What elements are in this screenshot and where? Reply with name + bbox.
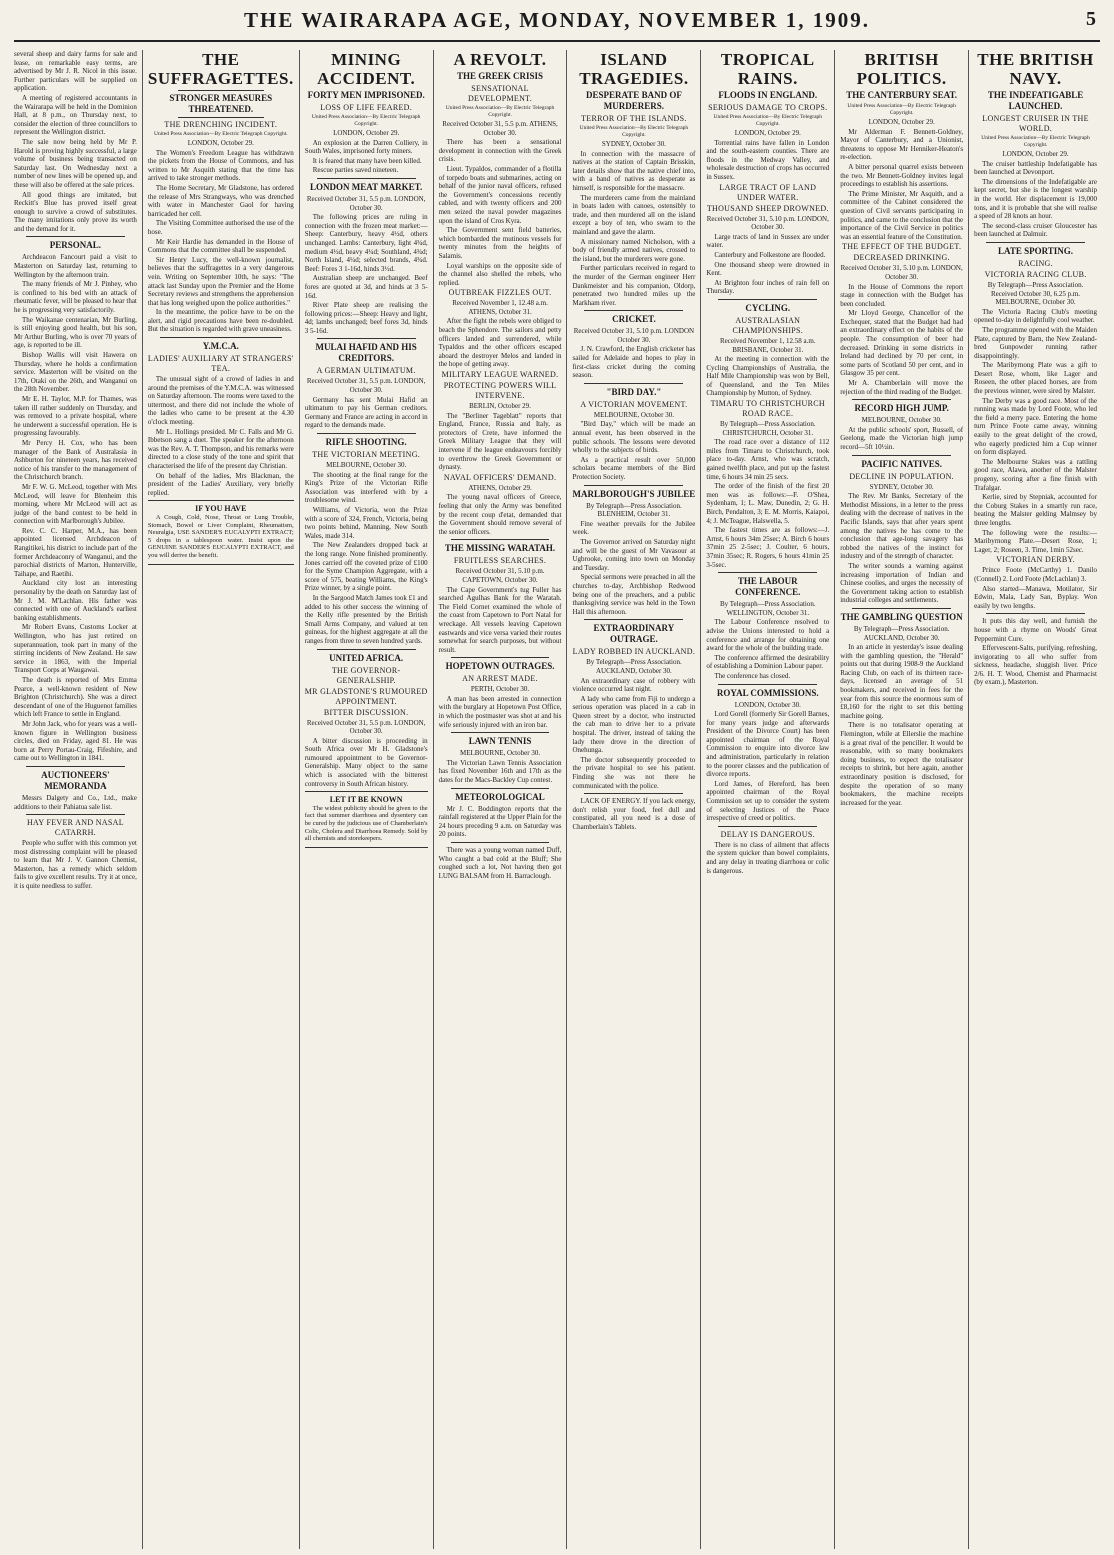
subheading: LARGE TRACT OF LAND UNDER WATER.: [719, 182, 817, 202]
article-text: Mr F. W. G. McLeod, together with Mrs McLeod, will leave for Blenheim this morning, where Mr McLeod will act as judge of the band contest to be held in connection with Marlborough's Jubilee.: [14, 482, 137, 526]
article-text: The conference affirmed the desirability of establishing a Dominion Labour paper.: [706, 653, 830, 671]
divider: [451, 788, 550, 789]
section-heading: LATE SPORTING.: [998, 245, 1074, 256]
article-text: Loyal warships on the opposite side of the channel also shelled the rebels, who replied.: [438, 261, 562, 287]
subheading: SENSATIONAL DEVELOPMENT.: [467, 84, 533, 103]
divider: [26, 766, 125, 767]
subheading: AUSTRALASIAN CHAMPIONSHIPS.: [732, 315, 804, 335]
article-text: The many friends of Mr J. Pinhey, who is confined to his bed with an attack of rheumatic fever, will be pleased to hear that he is progressing very satisfactorily.: [14, 280, 137, 315]
subheading: MILITARY LEAGUE WARNED.: [441, 370, 559, 380]
subheading: RACING.: [1018, 258, 1053, 268]
section-heading: RECORD HIGH JUMP.: [854, 403, 949, 414]
article-text: A man has been arrested in connection with the burglary at Hopetown Post Office, in which the postmaster was shot at and his wife seriously injured with an iron bar.: [438, 694, 562, 729]
section-heading: THE LABOUR CONFERENCE.: [735, 576, 801, 598]
subheading: A GERMAN ULTIMATUM.: [316, 366, 416, 376]
divider: [26, 236, 125, 237]
wire-credit: United Press Association—By Electric Telegraph Copyright.: [445, 105, 555, 118]
dateline: LONDON, October 29.: [1002, 150, 1069, 158]
subheading: LADY ROBBED IN AUCKLAND.: [572, 647, 696, 657]
article-text: It is feared that many have been killed.: [312, 156, 422, 165]
article-text: A missionary named Nicholson, with a body of friendly armed natives, crossed to the island, but the murderers were gone.: [572, 237, 696, 263]
article-text: Mr John Jack, who for years was a well-known figure in Wellington business circles, died on Friday, aged 81. He was born at Perry Portau-Craig, Fifeshire, and came out to Wellington in 1841.: [14, 719, 137, 763]
article-text: Rev. C. C. Harper, M.A., has been appointed licensed Archdeacon of Rangitikei, his district to include part of the former Archdeaconry of Wanganui, and the parochial districts of Marton, Hunterville, Taihape, and Raetihi.: [14, 526, 137, 578]
article-text: Messrs Dalgety and Co., Ltd., make additions to their Pahiatua sale list.: [14, 793, 137, 811]
subheading: DECREASED DRINKING.: [853, 253, 950, 263]
article-text: Mr Alderman F. Bennett-Goldney, Mayor of Canterbury, and a Unionist, threatens to oppose Mr Henniker-Heaton's re-election.: [840, 127, 964, 162]
advert-text: LACK OF ENERGY. If you lack energy, don't relish your food, feel dull and constipated, all you need is a dose of Chamberlain's Tablets.: [572, 797, 696, 831]
column-1: [14, 50, 142, 1549]
dateline: SYDNEY, October 30.: [869, 482, 934, 491]
article-text: There has been a sensational development in connection with the Greek crisis.: [438, 138, 562, 164]
columns: [14, 50, 1102, 1549]
subheading: PROTECTING POWERS WILL INTERVENE.: [443, 381, 557, 401]
article-text: The Melbourne Stakes was a rattling good race, Alawa, another of the Malster progeny, scoring after a fine finish with Trafalgar.: [974, 457, 1097, 492]
divider: [584, 310, 683, 311]
article-text: The dimensions of the Indefatigable are kept secret, but she is the longest warship in the world. Her displacement is 19,000 tons, and it is probable that she will realise a speed of 28 knots an hour.: [974, 177, 1097, 221]
column-8: [968, 50, 1102, 1549]
section-heading: PACIFIC NATIVES.: [861, 458, 942, 469]
column-3: [299, 50, 433, 1549]
divider: [718, 572, 817, 573]
dateline: By Telegraph—Press Association. AUCKLAND, October 30.: [586, 658, 682, 675]
dateline: By Telegraph—Press Association. CHRISTCHURCH, October 31.: [719, 420, 816, 437]
subheading: THE EFFECT OF THE BUDGET.: [842, 242, 962, 252]
article-text: Mr J. C. Boddington reports that the rainfall registered at the Upper Plain for the 24 hours preceding 9 a.m. on Saturday was 20 points.: [438, 804, 562, 839]
dateline: MELBOURNE, October 30.: [593, 410, 674, 419]
advertisement: [305, 791, 428, 848]
divider: [451, 539, 550, 540]
column-6: [700, 50, 834, 1549]
dateline: Received October 31, 5.5 p.m. LONDON, October 30.: [306, 718, 426, 736]
article-text: In the Sargood Match James took £1 and added to his other success the winning of the Kelly rifle presented by the British Small Arms Company, and valued at ten guineas, for the highest aggregate at all the ranges from three to seven hundred yards.: [304, 593, 428, 645]
article-text: "Bird Day," which will be made an annual event, has been observed in the public schools. The lessons were devoted wholly to the subjects of birds.: [572, 420, 696, 455]
dateline: Received October 31, 5.5 p.m. LONDON, October 30.: [306, 377, 426, 395]
article-text: Special sermons were preached in all the churches to-day, Archbishop Redwood being one of the preachers, and a public thanksgiving service was held in the Town Hall this afternoon.: [572, 573, 696, 616]
article-text: Australian sheep are unchanged. Beef fores are quoted at 3d, and hinds at 3 5-16d.: [304, 274, 428, 300]
article-text: Mr E. H. Taylor, M.P. for Thames, was taken ill rather suddenly on Thursday, and was removed to a private hospital, where he underwent a successful operation. He is progressing favourably.: [14, 394, 137, 438]
article-text: River Plate sheep are realising the following prices:—Sheep: Heavy and light, 4d; lambs unchanged; beef fores 3d, hinds 3 5-16d.: [304, 301, 428, 335]
article-text: The order of the finish of the first 20 men was as follows:—F. O'Shea, Sydenham, 1; L. Maw, Dunedin, 2; G. H. Birch, Pendalton, 3; E. M. Morris, Kaiapoi, 4; J. McTeague, Halswella, 5.: [706, 482, 830, 525]
subheading: THE GOVERNOR-GENERALSHIP.: [331, 665, 401, 685]
article-text: Auckland city lost an interesting personality by the death on Saturday last of Mr J. M. M'Lachlan. His father was connected with one of Auckland's earliest banking establishments.: [14, 579, 137, 622]
section-heading: HOPETOWN OUTRAGES.: [445, 661, 555, 672]
subheading: VICTORIA RACING CLUB.: [984, 269, 1087, 279]
article-text: In connection with the massacre of natives at the station of Captain Brisskin, later details show that the native chief into, with a band of natives as desperate as himself, is responsible for the massacre.: [572, 149, 696, 192]
subheading: MR GLADSTONE'S RUMOURED APPOINTMENT.: [304, 686, 428, 706]
column-5: [566, 50, 700, 1549]
article-text: A bitter discussion is proceeding in South Africa over Mr H. Gladstone's rumoured appointment to be Governor-Generalship. Many object to the same which is associated with the bitterest controversy in South African history.: [304, 736, 428, 788]
divider: [178, 90, 264, 91]
article-text: Lord Gorell (formerly Sir Gorell Barnes, for many years judge and afterwards President of the Divorce Court) has been appointed chairman of the Royal Commission to enquire into divorce law and administration, particularly in relation to the poorer classes and the publication of divorce reports.: [706, 710, 830, 779]
article-text: Mr Robert Evans, Customs Locker at Wellington, who has just retired on superannuation, took part in many of the stirring incidents of New Zealand. He saw service in 1863, with the Imperial Transport Corps at Waugawai.: [14, 623, 137, 675]
dateline: SYDNEY, October 30.: [601, 140, 666, 148]
article-text: The New Zealanders dropped back at the long range. None finished prominently. Jones carried off the coveted prize of £100 for the Syme Champion Aggregate, with a score of 575, beating Williams, the King's Prize winner, by a single point.: [304, 541, 428, 593]
dateline: Received October 31, 5.10 p.m. LONDON October 30.: [573, 327, 695, 344]
article-text: The programme opened with the Maiden Plate, captured by Barn, the New Zealand-bred Gunpowder running rather disappointingly.: [974, 325, 1097, 360]
article-text: The conference has closed.: [714, 671, 791, 680]
article-text: An explosion at the Darren Colliery, in South Wales, imprisoned forty miners.: [304, 138, 428, 156]
divider: [584, 485, 683, 486]
article-text: The Governor arrived on Saturday night and will be the guest of Mr Vavasour at Ugbrooke, coming into town on Monday and Tuesday.: [572, 537, 696, 572]
dateline: By Telegraph—Press Association. AUCKLAND, October 30.: [853, 624, 950, 642]
article-text: The doctor subsequently proceeded to the private hospital to see his patient. Finding she was not there he communicated with the police.: [572, 755, 696, 790]
advert-text: Effervescent-Salts, purifying, refreshing, invigorating to all who suffer from sickness, headache, sluggish liver. Price 2/6. H. T. Wood, Chemist and Pharmacist (by exam.), Masterton.: [974, 644, 1097, 687]
article-text: The fastest times are as follows:—J. Arnst, 6 hours 34m 25sec; A. Birch 6 hours 37min 25 2-5sec; J. Coulter, 6 hours, 37min 35sec; R. Rogers, 6 hours 41min 25 3-5sec.: [706, 526, 830, 569]
article-text: Canterbury and Folkestone are flooded.: [714, 250, 826, 259]
article-text: Mr Keir Hardie has demanded in the House of Commons that the committee shall be suspended.: [147, 237, 294, 255]
article-text: The following were the results:—Maribyrnong Plate.—Desert Rose, 1; Lager, 2; Roseen, 3. Time, 1min 52sec.: [974, 528, 1097, 554]
headline: ISLAND TRAGEDIES.: [579, 50, 689, 88]
dateline: LONDON, October 29.: [734, 129, 801, 137]
section-heading: AUCTIONEERS' MEMORANDA: [41, 769, 110, 791]
dateline: Received October 31, 5.10 p.m. CAPETOWN, October 30.: [455, 567, 545, 584]
section-heading: MARLBOROUGH'S JUBILEE: [572, 488, 696, 499]
subheading: BITTER DISCUSSION.: [323, 707, 409, 717]
divider: [584, 619, 683, 620]
article-text: The shooting at the final range for the King's Prize of the Victorian Rifle Association was interfered with by a troublesome wind.: [304, 470, 428, 505]
subheading: THE DRENCHING INCIDENT.: [164, 120, 278, 129]
article-text: Further particulars received in regard to the murder of the German engineer Herr Dankmeister and his companion, Oldorp, penetrated two hundred miles up the Markham river.: [572, 264, 696, 307]
subheading: A VICTORIAN MOVEMENT.: [580, 399, 688, 409]
divider: [986, 613, 1085, 614]
dateline: MELBOURNE, October 30.: [459, 749, 541, 758]
column-4: [433, 50, 567, 1549]
article-text: Bishop Wallis will visit Hawera on Thursday, where he holds a confirmation service. Masterton will be visited on the 17th, Otaki on the 26th, and Wanganui on the 28th November.: [14, 351, 137, 394]
article-text: In the meantime, the police have to be on the alert, and rigid precautions have been re-doubled. But the situation is regarded with grave uneasiness.: [147, 308, 294, 334]
advert-text: There is no class of ailment that affects the system quicker than bowel complaints, and any delay in treating diarrhoea or colic is dangerous.: [706, 840, 830, 875]
advert-heading: DELAY IS DANGEROUS.: [720, 829, 815, 839]
article-text: The Victorian Lawn Tennis Association has fixed November 16th and 17th as the dates for the Macs-Backley Cup contest.: [438, 758, 562, 785]
divider: [317, 178, 416, 179]
subheading: DESPERATE BAND OF MURDERERS.: [585, 90, 682, 111]
article-text: The writer sounds a warning against increasing importation of Indian and Chinese coolies, and urges the necessity of the Government taking action to establish industrial colleges and settlements.: [840, 561, 964, 605]
article-text: The Rev. Mr Banks, Secretary of the Methodist Missions, in a letter to the press dealing with the decrease of natives in the Pacific Islands, says that after years spent among the natives he has come to the conclusion that age-long savagery has robbed the natives of the instinct for industry and of the strength of character.: [840, 492, 964, 561]
headline: MINING ACCIDENT.: [317, 50, 416, 88]
wire-credit: United Press Association—By Electric Telegraph Copyright.: [981, 135, 1090, 148]
dateline: By Telegraph—Press Association. Received October 30, 6.25 p.m. MELBOURNE, October 30.: [987, 280, 1084, 307]
dateline: LONDON, October 30.: [734, 700, 801, 709]
article-text: Kerlie, sired by Stepniak, accounted for the Coburg Stakes in a smartly run race, beating the Malster gelding Malmsey by three lengths.: [974, 493, 1097, 527]
divider: [160, 337, 282, 338]
subheading: STRONGER MEASURES THREATENED.: [169, 93, 273, 114]
article-text: The death is reported of Mrs Emma Pearce, a well-known resident of New Brighton (Christchurch). She was a direct descendant of one of the Huguenot families which left France to settle in England.: [14, 675, 137, 719]
wire-credit: United Press Association—By Electric Telegraph Copyright.: [847, 103, 956, 116]
dateline: Received November 1, 12.48 a.m. ATHENS, October 31.: [452, 299, 548, 316]
section-heading: PERSONAL.: [49, 240, 102, 251]
article-text: The Government sent field batteries, which bombarded the mutinous vessels for twenty minutes from the heights of Salamis.: [438, 226, 562, 260]
article-text: At Brighton four inches of rain fell on Thursday.: [706, 278, 830, 296]
article-text: The "Berliner Tageblatt" reports that England, France, Russia and Italy, as protectors of Crete, have informed the Greek Military League that they will intervene if the league endeavours forcibly to overthrow the Greek Government or dynasty.: [438, 411, 562, 472]
article-text: The cruiser battleship Indefatigable has been launched at Devonport.: [974, 159, 1097, 177]
dateline: By Telegraph—Press Association. BLENHEIM, October 31.: [586, 501, 682, 519]
divider: [986, 242, 1085, 243]
subheading: DECLINE IN POPULATION.: [849, 471, 954, 481]
article-text: Williams, of Victoria, won the Prize with a score of 324, French, Victoria, being two points behind, Manning, New South Wales, made 314.: [304, 506, 428, 540]
section-heading: EXTRAORDINARY OUTRAGE.: [593, 623, 675, 645]
subheading: VICTORIAN DERBY.: [996, 555, 1075, 565]
article-text: Archdeacon Fancourt paid a visit to Masterton on Saturday last, returning to Wellington by the afternoon train.: [14, 253, 137, 279]
subheading: FORTY MEN IMPRISONED.: [307, 90, 425, 100]
section-heading: "BIRD DAY.": [606, 386, 662, 397]
wire-credit: United Press Association—By Electric Telegraph Copyright.: [311, 114, 421, 127]
divider: [178, 117, 264, 118]
article-text: The Labour Conference resolved to advise the Unions interested to hold a conference and arrange for obtaining one award for the whole of the building trade.: [706, 618, 830, 653]
section-heading: LAWN TENNIS: [468, 736, 532, 747]
article-text: All good things are imitated, but Reckitt's Blue has proved itself great enough to survive a crowd of substitutes. The many imitations only prove its worth and the demand for it.: [14, 190, 137, 233]
divider: [451, 732, 550, 733]
divider: [718, 684, 817, 685]
dateline: LONDON, October 29.: [333, 129, 400, 137]
column-2: [142, 50, 299, 1549]
article-text: Also started—Manawa, Motilator, Sir Edwin, Mala, Lady San, Byplay. Won easily by two lengths.: [974, 584, 1097, 610]
advert-text: People who suffer with this common yet most distressing complaint will be pleased to learn that Mr J. V. Gannon Chemist, Masterton, has a remedy which seldom fails to give excellent results. Try it at once, it is quite needless to suffer.: [14, 839, 137, 891]
article-text: Mr Percy H. Cox, who has been manager of the Bank of Australasia in Ashburton for nineteen years, has received notice of his transfer to the management of the Christchurch branch.: [14, 438, 137, 482]
advert-text: It puts this day well, and furnish the house with a rhyme on Woods' Great Peppermint Cure.: [974, 617, 1097, 643]
headline: A REVOLT.: [453, 50, 547, 69]
divider: [451, 842, 550, 843]
article-text: Rescue parties saved nineteen.: [312, 166, 399, 175]
article-text: The murderers came from the mainland in boats laden with canoes, ostensibly to trade, and then murdered all on the island except a boy of ten, who swam to the mainland and gave the alarm.: [572, 193, 696, 236]
article-text: Torrential rains have fallen in London and the south-eastern counties. There are floods in the Medway Valley, and wholesale destruction of crops has occurred in Sussex.: [706, 138, 830, 181]
divider: [451, 657, 550, 658]
subheading: LADIES' AUXILIARY AT STRANGERS' TEA.: [147, 354, 294, 374]
article-text: The Waikanae centenarian, Mr Burling, is still enjoying good health, but his son, Mr Arthur Burling, who is over 70 years of age, is reported to be ill.: [14, 315, 137, 350]
article-text: As a practical result over 50,000 scholars became members of the Bird Protection Society.: [572, 455, 696, 481]
article-text: Mr Lloyd George, Chancellor of the Exchequer, stated that the Budget had had an extraordinary effect on the habits of the people. The consumption of beer had decreased. Drinking in some districts in Ireland had declined by 70 per cent, in some parts of Scotland 50 per cent, and in Glasgow 35 per cent.: [840, 309, 964, 378]
article-text: A meeting of registered accountants in the Wairarapa will be held in the Dominion Hall, at 8 p.m., on Thursday next, to consider the election of three councillors to represent the Wellington district.: [14, 93, 137, 137]
divider: [584, 793, 683, 794]
dateline: BERLIN, October 29.: [469, 402, 531, 411]
divider: [26, 814, 125, 815]
dateline: ATHENS, October 29.: [468, 483, 532, 492]
dateline: LONDON, October 29.: [187, 139, 254, 147]
subheading: THOUSAND SHEEP DROWNED.: [706, 203, 829, 213]
subheading: SERIOUS DAMAGE TO CROPS.: [708, 103, 828, 112]
article-text: Mr A. Chamberlain will move the rejection of the third reading of the Budget.: [840, 379, 964, 396]
subheading: AN ARREST MADE.: [462, 674, 538, 684]
dateline: Received October 31, 5.5 p.m. LONDON, October 30.: [306, 194, 426, 212]
masthead: [14, 0, 1100, 42]
section-heading: MULAI HAFID AND HIS CREDITORS.: [315, 342, 417, 364]
divider: [852, 455, 951, 456]
section-heading: RIFLE SHOOTING.: [325, 437, 407, 448]
dateline: Received October 31, 5.10 p.m. LONDON, October 30.: [706, 214, 829, 232]
article-text: A bitter personal quarrel exists between the two. Mr Bennett-Goldney invites legal proceedings to establish his assertions.: [840, 162, 964, 189]
dateline: Received November 1, 12.58 a.m. BRISBANE, October 31.: [719, 336, 816, 354]
dateline: MELBOURNE, October 30.: [326, 461, 407, 470]
wire-credit: United Press Association—By Electric Telegraph Copyright.: [713, 114, 823, 127]
advert-text: A Cough, Cold, Nose, Throat or Lung Trouble, Stomach, Bowel or Liver Complaint, Rheumatism, Neuralgia, USE SANDER'S EUCALYPTI EXTRACT; 5 drops in a tablespoon water. Insist upon the GENUINE SANDER'S EUCALYPTI EXTRACT, and you will derive the benefit.: [147, 513, 294, 559]
article-text: The Women's Freedom League has withdrawn the pickets from the House of Commons, and has written to Mr Asquith stating that the time has arrived to take stronger methods.: [147, 148, 294, 183]
article-text: The Visiting Committee authorised the use of the hose.: [147, 219, 294, 236]
section-heading: CYCLING.: [745, 302, 791, 313]
dateline: By Telegraph—Press Association. WELLINGTON, October 31.: [719, 600, 816, 617]
divider: [852, 608, 951, 609]
article-text: Lieut. Typaldos, commander of a flotilla of torpedo boats and submarines, acting on behalf of the junior naval officers, refused the Government's concessions recently cabled, and with twenty officers and 200 men seized the naval powder magazines upon the island of Cros Kyra.: [438, 164, 562, 225]
dateline: MELBOURNE, October 30.: [861, 416, 942, 425]
article-text: The Home Secretary, Mr Gladstone, has ordered the release of Mrs Strangways, who was drenched with water in Manchester Gaol for having barricaded her cell.: [147, 183, 294, 218]
dateline: LONDON, October 29.: [868, 118, 935, 126]
article-text: The sale now being held by Mr P. Harold is proving highly successful, a large volume of business being transacted on Saturday last. On Wednesday next a number of new lines will be opened up, and these will also be offered at the sale prices.: [14, 137, 137, 189]
article-text: Germany has sent Mulai Hafid an ultimatum to pay his German creditors. Germany and France are acting in accord in regard to the demands made.: [304, 395, 428, 430]
column-7: [834, 50, 968, 1549]
advertisement: [148, 500, 294, 564]
subheading: THE VICTORIAN MEETING.: [312, 450, 421, 460]
article-text: The Prime Minister, Mr Asquith, and a committee of the Cabinet considered the question of Civil servants participating in politics, and came to the conclusion that the importance of the Civil Service in politics was an essential feature of the Constitution.: [840, 189, 964, 241]
newspaper-title: THE WAIRARAPA AGE, MONDAY, NOVEMBER 1, 1909.: [244, 8, 870, 32]
article-text: The Derby was a good race. Most of the running was made by Lord Foote, who led the field a merry pace. Entering the home turn Prince Foote came away, winning easily to the great delight of the crowd, who eagerly predicted him a Cup winner on form displayed.: [974, 396, 1097, 457]
article-text: The Victoria Racing Club's meeting opened to-day in delightfully cool weather.: [974, 307, 1097, 325]
advert-title: IF YOU HAVE: [195, 504, 247, 514]
headline: THE BRITISH NAVY.: [977, 50, 1094, 88]
article-text: The following prices are ruling in connection with the frozen meat market:—Sheep: Canterbury, heavy 4½d, others unchanged. Lambs: Canterbury, light 4¾d, medium 4½d, heavy 4¼d; Southland, 4¾d; North Island, 4¼d; selected brands, 4¾d. Beef: Fores 3 1-16d, hinds 3½d.: [304, 213, 428, 273]
divider: [317, 433, 416, 434]
subheading: NAVAL OFFICERS' DEMAND.: [443, 472, 557, 482]
article-text: The young naval officers of Greece, feeling that only the Army was benefited by the recent coup d'etat, demanded that the Government should remove several of the senior officers.: [438, 493, 562, 536]
headline: TROPICAL RAINS.: [720, 50, 815, 88]
divider: [718, 826, 817, 827]
article-text: Mr L. Hollings presided. Mr C. Falls and Mr G. Ibbetson sang a duet. The speaker for the afternoon was the Rev. A. T. Thompson, and his remarks were directed to a close study of the tone and spirit that characterised the life of the present day Christian.: [147, 427, 294, 470]
article-text: The unusual sight of a crowd of ladies in and around the premises of the Y.M.C.A. was witnessed on Saturday afternoon. The rooms were taxed to the uttermost, and there did not include the whole of the ladies who came to be present at the 4.30 o'clock meeting.: [147, 375, 294, 427]
article-text: J. N. Crawford, the English cricketer has sailed for Adelaide and hopes to play in first-class cricket during the coming season.: [572, 345, 696, 380]
dateline: PERTH, October 30.: [470, 685, 530, 694]
article-text: At the meeting in connection with the Cycling Championships of Australia, the Half Mile Championship was won by Bell, of Queensland, and the Ten Miles Championship by Mutton, of Sydney.: [706, 355, 830, 398]
dateline: Received October 31, 5.10 p.m. LONDON, October 30.: [840, 264, 963, 281]
article-text: One thousand sheep were drowned in Kent.: [706, 260, 830, 278]
divider: [852, 399, 951, 400]
article-text: At the public schools' sport, Russell, of Geelong, made the Victorian high jump record—5ft 10½in.: [840, 425, 964, 451]
advert-text: There was a young woman named Duff, Who caught a bad cold at the Bluff; She coughed such a lot, Not having then got LUNG BALSAM from H. Barraclough.: [438, 846, 562, 880]
section-heading: ROYAL COMMISSIONS.: [716, 687, 819, 698]
wire-credit: United Press Association—By Electric Telegraph Copyright.: [579, 125, 689, 138]
article-text: Sir Henry Lucy, the well-known journalist, believes that the suffragettes in a very dangerous vein. Writing on September 10th, he says: "The attack last Sunday upon the Premier and the Home Secretary reviews and strengthens the apprehension that has long weighed upon the police authorities.": [147, 255, 294, 307]
article-text: several sheep and dairy farms for sale and lease, on remarkable easy terms, are advertised by Mr J. R. Nicol in this issue. Further particulars will be supplied on application.: [14, 50, 137, 93]
article-text: There is no totalisator operating at Flemington, while at Ellerslie the machine is a great rival of the penciller. It would be reasonable, with so many bookmakers doing business, to expect the totalisator receipts to shrink, but here again, another extraordinary position is disclosed, for despite the operation of so many bookmakers, the machine receipts increased for the year.: [840, 721, 964, 807]
article-text: The road race over a distance of 112 miles from Timaru to Christchurch, took place to-day. Arnst, who was scratch, gained twelfth place, and put up the fastest time, 6 hours 34 min 25 secs.: [706, 438, 830, 481]
article-text: In the House of Commons the report stage in connection with the Budget has been concluded.: [840, 282, 964, 308]
headline: THE SUFFRAGETTES.: [147, 50, 294, 88]
article-text: Prince Foote (McCarthy) 1. Danilo (Connell) 2. Lord Foote (McLachlan) 3.: [974, 566, 1097, 583]
divider: [317, 649, 416, 650]
wire-credit: United Press Association—By Electric Telegraph Copyright.: [153, 131, 288, 137]
dateline: Received October 31, 5.5 p.m. ATHENS, October 30.: [442, 120, 558, 137]
divider: [317, 338, 416, 339]
article-text: The second-class cruiser Gloucester has been launched at Dalmuir.: [974, 221, 1097, 239]
article-text: The Maribyrnong Plate was a gift to Desert Rose, whom, like Lager and Roseen, the other placed horses, are from the previous winner, were sired by Malster.: [974, 361, 1097, 396]
section-heading: UNITED AFRICA.: [329, 652, 404, 663]
article-text: An extraordinary case of robbery with violence occurred last night.: [572, 676, 696, 694]
subheading: LONGEST CRUISER IN THE WORLD.: [982, 114, 1089, 133]
article-text: Fine weather prevails for the Jubilee week.: [572, 519, 696, 537]
section-heading: THE MISSING WARATAH.: [444, 543, 556, 554]
divider: [584, 383, 683, 384]
divider: [718, 299, 817, 300]
headline: BRITISH POLITICS.: [856, 50, 947, 88]
advert-text: The widest publicity should be given to the fact that summer diarrhoea and dysentery can be cured by the judicious use of Chamberlain's Colic, Cholera and Diarrhoea Remedy. Sold by all chemists and storekeepers.: [304, 804, 428, 843]
article-text: In an article in yesterday's issue dealing with the gambling question, the "Herald" points out that during 1908-9 the Auckland Racing Club, on each of its thirteen race-days, licensed an average of 51 bookmakers, and received in fees for the year from this source the enormous sum of £8,160 for the right to set this betting machine going.: [840, 643, 964, 720]
section-heading: CRICKET.: [612, 314, 656, 325]
page-number: 5: [1086, 8, 1096, 30]
section-heading: THE GAMBLING QUESTION: [840, 611, 963, 622]
article-text: A lady who came from Fiji to undergo a serious operation was placed in a cab in Queen street by a doctor, who instructed the cab man to drive her to a private hospital. The driver, instead of taking the lady there drove in the direction of Onehunga.: [572, 694, 696, 755]
article-text: Large tracts of land in Sussex are under water.: [706, 232, 830, 250]
subheading: THE GREEK CRISIS: [457, 71, 544, 81]
subheading: FRUITLESS SEARCHES.: [453, 556, 547, 566]
subheading: LOSS OF LIFE FEARED.: [320, 103, 413, 112]
section-heading: Y.M.C.A.: [202, 341, 239, 352]
subheading: FLOODS IN ENGLAND.: [718, 90, 818, 100]
article-text: Lord James, of Hereford, has been appointed chairman of the Royal Commission set up to consider the system of selecting Justices of the Peace irrespective of creed or politics.: [706, 779, 830, 823]
article-text: On behalf of the ladies, Mrs Blackman, the president of the Ladies' Auxiliary, very briefly replied.: [147, 471, 294, 497]
advert-heading: HAY FEVER AND NASAL CATARRH.: [26, 818, 124, 838]
subheading: THE CANTERBURY SEAT.: [846, 90, 958, 100]
advert-title: LET IT BE KNOWN: [329, 795, 403, 805]
subheading: TIMARU TO CHRISTCHURCH ROAD RACE.: [710, 399, 825, 419]
subheading: THE INDEFATIGABLE LAUNCHED.: [987, 90, 1084, 111]
article-text: The Cape Government's tug Fuller has searched Agulhas Bank for the Waratah. The Field Cornet examined the whole of the coast from Capetown to Port Natal for wreckage. All vessels leaving Capetown eastwards and vice versa varied their routes somewhat for search purposes, but without result.: [438, 585, 562, 654]
subheading: TERROR OF THE ISLANDS.: [581, 114, 687, 123]
section-heading: LONDON MEAT MARKET.: [310, 181, 423, 192]
article-text: After the fight the rebels were obliged to beach the Sphendore. The sailors and petty officers landed and surrendered, while Typaldos and the other officers escaped aboard the destroyer Melos and landed in the hope of getting away.: [438, 317, 562, 369]
subheading: OUTBREAK FIZZLES OUT.: [448, 288, 552, 298]
section-heading: METEOROLOGICAL: [455, 791, 545, 802]
